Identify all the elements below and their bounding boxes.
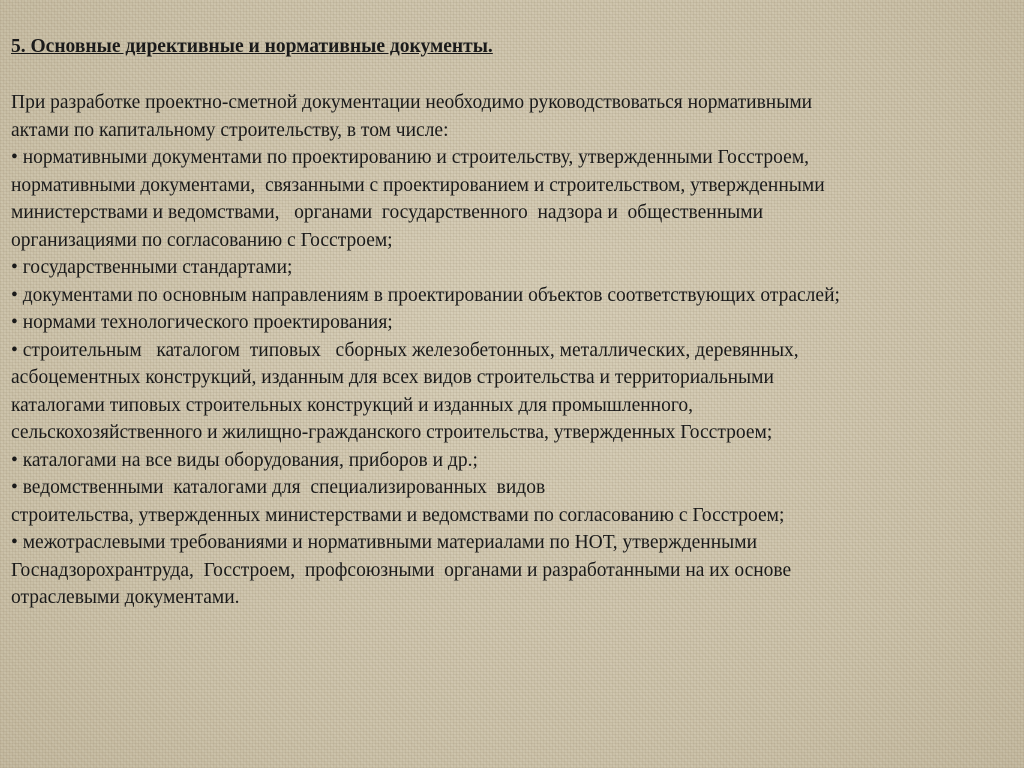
- slide-title: 5. Основные директивные и нормативные документы.: [11, 36, 493, 57]
- intro-line: актами по капитальному строительству, в том числе:: [11, 119, 449, 141]
- slide-content: [11, 33, 1016, 612]
- list-line: Госнадзорохрантруда, Госстроем, профсоюзными органами и разработанными на их основе: [11, 559, 792, 581]
- list-line: • каталогами на все виды оборудования, приборов и др.;: [11, 449, 478, 471]
- list-line: нормативными документами, связанными с проектированием и строительством, утвержденными: [11, 174, 825, 196]
- list-line: • документами по основным направлениям в проектировании объектов соответствующих отраслей;: [11, 284, 840, 306]
- list-line: • строительным каталогом типовых сборных железобетонных, металлических, деревянных,: [11, 339, 799, 361]
- list-line: • ведомственными каталогами для специализированных видов: [11, 477, 546, 498]
- intro-line: При разработке проектно-сметной документации необходимо руководствоваться нормативными: [11, 92, 813, 113]
- list-line: • нормативными документами по проектированию и строительству, утвержденными Госстроем,: [11, 147, 810, 168]
- list-line: • государственными стандартами;: [11, 257, 293, 278]
- list-line: • нормами технологического проектирования;: [11, 312, 393, 333]
- list-line: министерствами и ведомствами, органами государственного надзора и общественными: [11, 202, 764, 223]
- list-line: • межотраслевыми требованиями и нормативными материалами по НОТ, утвержденными: [11, 532, 758, 553]
- list-line: строительства, утвержденных министерствами и ведомствами по согласованию с Госстроем;: [11, 504, 785, 526]
- list-line: асбоцементных конструкций, изданным для всех видов строительства и территориальными: [11, 367, 774, 388]
- list-line: организациями по согласованию с Госстроем;: [11, 229, 393, 251]
- list-line: сельскохозяйственного и жилищно-гражданского строительства, утвержденных Госстроем;: [11, 422, 773, 443]
- intro-paragraph: [11, 89, 1016, 144]
- list-line: каталогами типовых строительных конструкций и изданных для промышленного,: [11, 394, 694, 416]
- list-line: отраслевыми документами.: [11, 587, 240, 608]
- document-list: [11, 144, 1016, 612]
